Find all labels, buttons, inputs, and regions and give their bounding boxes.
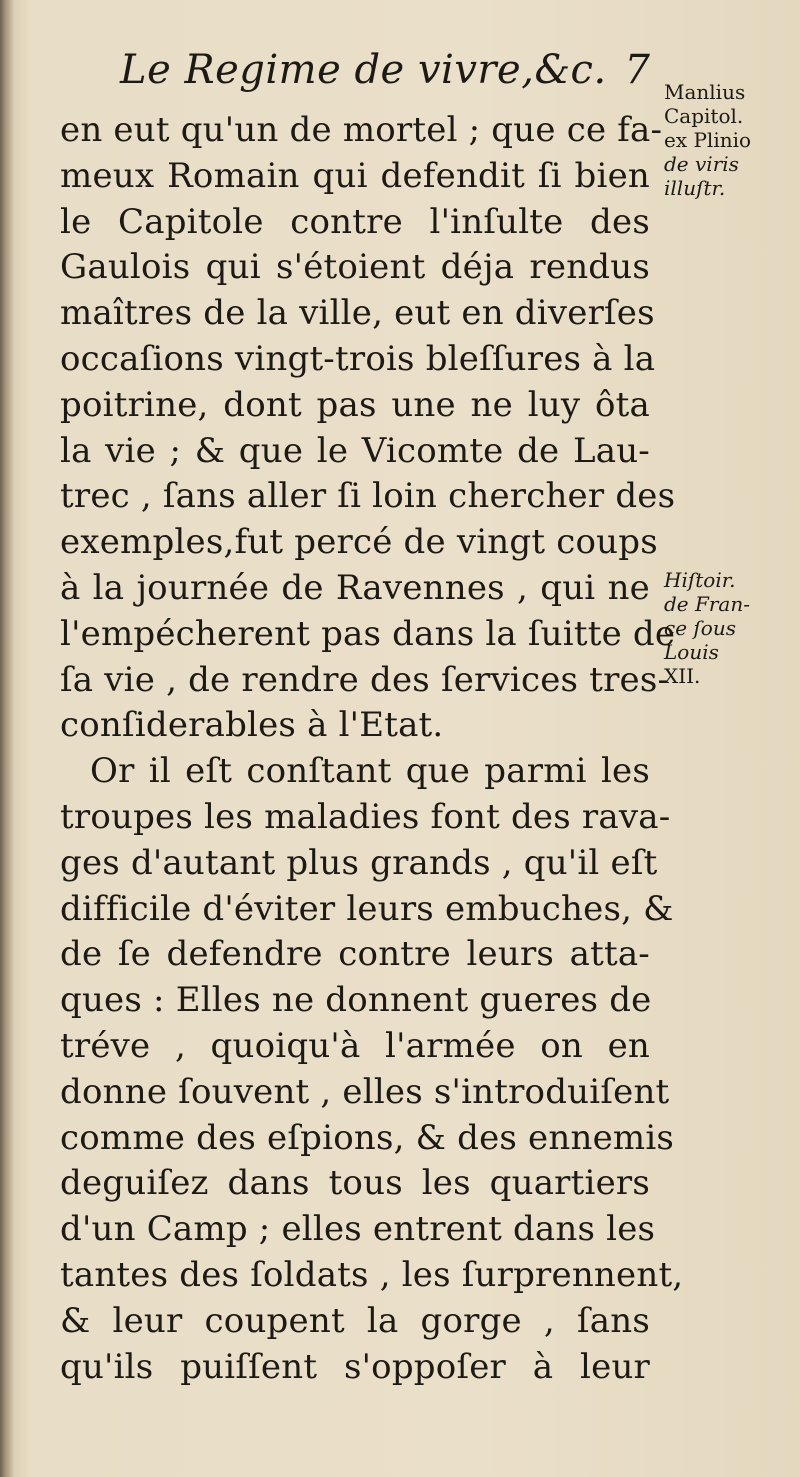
paragraph-start-line: Or il eſt conſtant que parmi les xyxy=(90,751,650,792)
text-line: à la journée de Ravennes , qui ne xyxy=(60,567,650,608)
text-line: de ſe defendre contre leurs atta- xyxy=(60,934,650,975)
text-line: difficile d'éviter leurs embuches, & xyxy=(60,888,674,929)
text-line: trec , ſans aller ſi loin chercher des xyxy=(60,476,676,517)
text-line: occaſions vingt-trois bleſſures à la xyxy=(60,338,656,379)
text-line: tantes des ſoldats , les ſurprennent, xyxy=(60,1254,684,1295)
text-line: d'un Camp ; elles entrent dans les xyxy=(60,1209,656,1250)
text-line: la vie ; & que le Vicomte de Lau- xyxy=(60,430,650,471)
text-line: deguiſez dans tous les quartiers xyxy=(60,1163,650,1204)
margin-note-line: Louis xyxy=(664,640,719,664)
text-line: en eut qu'un de mortel ; que ce fa- xyxy=(60,110,663,150)
margin-note-line: ce ſous xyxy=(664,616,736,640)
text-line: le Capitole contre l'inſulte des xyxy=(60,201,650,242)
margin-note-manlius xyxy=(664,80,786,200)
gutter-shadow xyxy=(0,0,14,1477)
text-line: maîtres de la ville, eut en diverſes xyxy=(60,293,655,334)
page-header xyxy=(120,40,650,100)
text-line: l'empécherent pas dans la ſuitte de xyxy=(60,613,676,654)
margin-note-line: illuſtr. xyxy=(664,176,726,200)
margin-note-line: Capitol. xyxy=(664,104,744,128)
text-line: exemples,fut percé de vingt coups xyxy=(60,522,658,563)
text-line: qu'ils puiſſent s'oppoſer à leur xyxy=(60,1346,650,1387)
text-line: comme des eſpions, & des ennemis xyxy=(60,1117,675,1158)
margin-note-line: Manlius xyxy=(664,80,746,104)
text-line: troupes les maladies font des rava- xyxy=(60,796,671,837)
text-line: tréve , quoiqu'à l'armée on en xyxy=(60,1025,650,1066)
text-line: ſa vie , de rendre des ſervices tres- xyxy=(60,659,670,700)
text-line: meux Romain qui defendit ſi bien xyxy=(60,155,650,196)
text-line: & leur coupent la gorge , ſans xyxy=(60,1300,650,1341)
margin-note-line: Hiſtoir. xyxy=(664,568,736,592)
text-line: ges d'autant plus grands , qu'il eſt xyxy=(60,842,658,883)
text-line: poitrine, dont pas une ne luy ôta xyxy=(60,384,650,425)
text-line: Gaulois qui s'étoient déja rendus xyxy=(60,247,650,288)
text-line: donne ſouvent , elles s'introduiſent xyxy=(60,1071,670,1112)
margin-note-line: ex Plinio xyxy=(664,128,752,152)
text-line: ques : Elles ne donnent gueres de xyxy=(60,980,652,1021)
margin-note-line: de Fran- xyxy=(664,592,750,616)
margin-note-line: XII. xyxy=(664,664,701,688)
margin-note-line: de viris xyxy=(664,152,739,176)
running-title: Le Regime de vivre,&c. xyxy=(120,47,607,93)
margin-note-histoire xyxy=(664,568,786,688)
text-line: conſiderables à l'Etat. xyxy=(60,705,444,746)
page-number: 7 xyxy=(624,47,650,93)
